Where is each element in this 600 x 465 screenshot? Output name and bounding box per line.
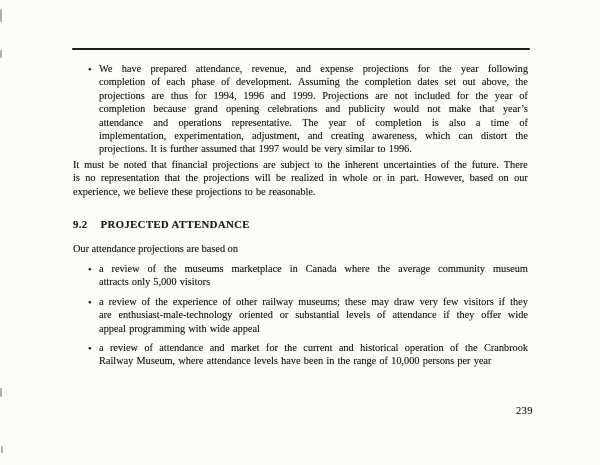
scan-artifact: [0, 50, 2, 58]
text-line: attendance and operations representative. The year of completion is also a time of: [99, 117, 528, 129]
text-line: attracts only 5,000 visitors: [99, 277, 211, 289]
text-line: projections are thus for 1994, 1996 and 1999. Projections are not included for the year of: [99, 90, 528, 102]
text-line: appeal programming with wide appeal: [99, 323, 260, 335]
bullet-icon: •: [88, 344, 92, 355]
bullet-icon: •: [88, 265, 92, 276]
section-heading: [73, 219, 250, 231]
header-rule: [72, 48, 530, 50]
bullet-icon: •: [88, 298, 92, 309]
text-line: Railway Museum, where attendance levels have been in the range of 10,000 persons per year: [99, 356, 492, 368]
intro-line: Our attendance projections are based on: [73, 244, 238, 255]
scan-artifact: [0, 9, 2, 22]
text-line: is no representation that the projections will be realized in whole or in part. However, based on our: [73, 173, 528, 185]
text-line: completion because grand opening celebrations and publicity would not make that year’s: [99, 104, 528, 116]
text-line: We have prepared attendance, revenue, and expense projections for the year following: [99, 64, 528, 75]
text-line: a review of attendance and market for the current and historical operation of the Cranbrook: [99, 343, 528, 354]
text-line: are enthusiast-male-technology oriented or substantial levels of attendance if they offer wide: [99, 310, 528, 322]
basis-bullet-cranbrook: [88, 343, 528, 370]
basis-bullet-railway-museums-text: [99, 297, 528, 337]
projections-bullet-text: [99, 64, 528, 158]
basis-bullet-railway-museums: [88, 297, 528, 337]
projections-bullet: [88, 64, 528, 158]
basis-bullet-marketplace-text: [99, 264, 528, 291]
note-paragraph: [73, 160, 528, 200]
basis-bullet-marketplace: [88, 264, 528, 291]
section-number: 9.2: [73, 219, 88, 231]
basis-bullet-cranbrook-text: [99, 343, 528, 370]
text-line: a review of the experience of other railway museums; these may draw very few visitors if they: [99, 297, 528, 308]
scan-artifact: [0, 388, 2, 397]
text-line: projections. It is further assumed that 1997 would be very similar to 1996.: [99, 144, 412, 156]
section-title: PROJECTED ATTENDANCE: [100, 219, 250, 231]
text-line: implementation, experimentation, adjustment, and creating awareness, which can distort the: [99, 130, 528, 142]
text-line: experience, we believe these projections to be reasonable.: [73, 186, 316, 198]
text-line: It must be noted that financial projections are subject to the inherent uncertainties of the future. There: [73, 160, 528, 171]
text-line: a review of the museums marketplace in Canada where the average community museum: [99, 264, 528, 275]
page-number: 239: [516, 406, 533, 417]
bullet-icon: •: [88, 65, 92, 76]
scan-artifact: [1, 446, 3, 453]
text-line: completion of each phase of development. Assuming the completion dates set out above, the: [99, 77, 528, 89]
